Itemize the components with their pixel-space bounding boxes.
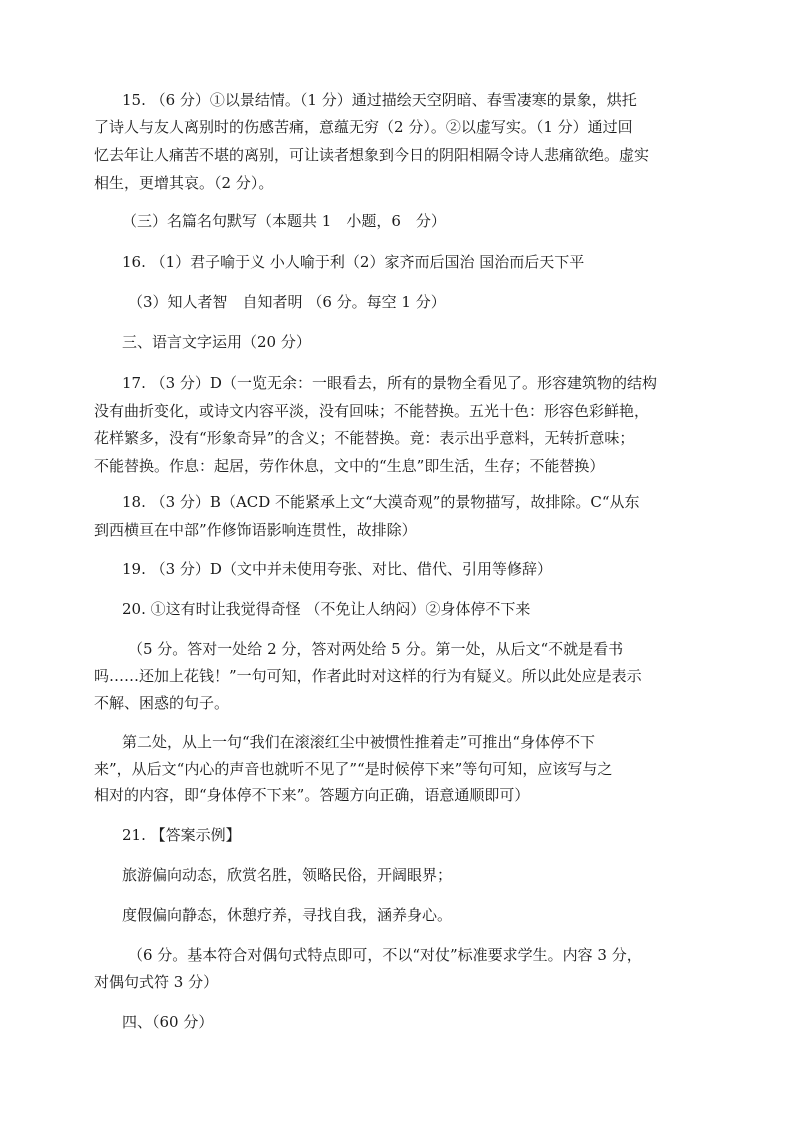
q17-line-2: 没有曲折变化，或诗文内容平淡，没有回味；不能替换。五光十色：形容色彩鲜艳， [94, 402, 650, 420]
q18-line-2: 到西横亘在中部”作修饰语影响连贯性，故排除） [94, 521, 417, 539]
q15-line-4: 相生，更增其哀。（2 分）。 [94, 174, 274, 192]
q20-explain-4: 第二处，从上一句“我们在滚滚红尘中被惯性推着走”可推出“身体停不下 [122, 733, 596, 751]
q17-line-4: 不能替换。作息：起居，劳作休息，文中的“生息”即生活，生存；不能替换） [94, 457, 605, 475]
q21-answer-a: 旅游偏向动态，欣赏名胜，领略民俗，开阔眼界； [122, 866, 453, 884]
q20-explain-3: 不解、困惑的句子。 [94, 694, 230, 712]
q21-line: 21. 【答案示例】 [122, 826, 241, 844]
q17-line-3: 花样繁多，没有“形象奇异”的含义；不能替换。竟：表示出乎意料，无转折意味； [94, 429, 635, 447]
q16-line-1: 16. （1）君子喻于义 小人喻于利（2）家齐而后国治 国治而后天下平 [122, 253, 585, 271]
q15-line-2: 了诗人与友人离别时的伤感苦痛，意蕴无穷（2 分）。②以虚写实。（1 分）通过回 [94, 118, 633, 136]
q21-explain-2: 对偶句式符 3 分） [94, 973, 219, 991]
q15-line-3: 忆去年让人痛苦不堪的离别，可让读者想象到今日的阴阳相隔令诗人悲痛欲绝。虚实 [94, 146, 650, 164]
part-four-heading: 四、（60 分） [122, 1013, 214, 1031]
q16-line-2: （3）知人者智 自知者明 （6 分。每空 1 分） [128, 293, 446, 311]
q20-explain-1: （5 分。答对一处给 2 分，答对两处给 5 分。第一处，从后文“不就是看书 [128, 640, 624, 658]
part-three-heading: 三、语言文字运用（20 分） [122, 333, 311, 351]
q18-line-1: 18. （3 分）B（ACD 不能紧承上文“大漠奇观”的景物描写，故排除。C“从东 [122, 493, 640, 511]
q19-line: 19. （3 分）D（文中并未使用夸张、对比、借代、引用等修辞） [122, 560, 552, 578]
q21-explain-1: （6 分。基本符合对偶句式特点即可，不以“对仗”标准要求学生。内容 3 分， [128, 946, 642, 964]
q15-line-1: 15. （6 分）①以景结情。（1 分）通过描绘天空阴暗、春雪凄寒的景象，烘托 [122, 91, 637, 109]
q20-explain-6: 相对的内容，即“身体停不下来”。答题方向正确，语意通顺即可） [94, 786, 530, 804]
q20-explain-5: 来”，从后文“内心的声音也就听不见了”“是时候停下来”等句可知，应该写与之 [94, 760, 613, 778]
q17-line-1: 17. （3 分）D（一览无余：一眼看去，所有的景物全看见了。形容建筑物的结构 [122, 374, 657, 392]
q20-line: 20. ①这有时让我觉得奇怪 （不免让人纳闷）②身体停不下来 [122, 600, 531, 618]
q21-answer-b: 度假偏向静态，休憩疗养，寻找自我，涵养身心。 [122, 906, 453, 924]
section-three-heading: （三）名篇名句默写（本题共 1 小题，6 分） [122, 212, 446, 230]
q20-explain-2: 吗……还加上花钱！”一句可知，作者此时对这样的行为有疑义。所以此处应是表示 [94, 667, 642, 685]
